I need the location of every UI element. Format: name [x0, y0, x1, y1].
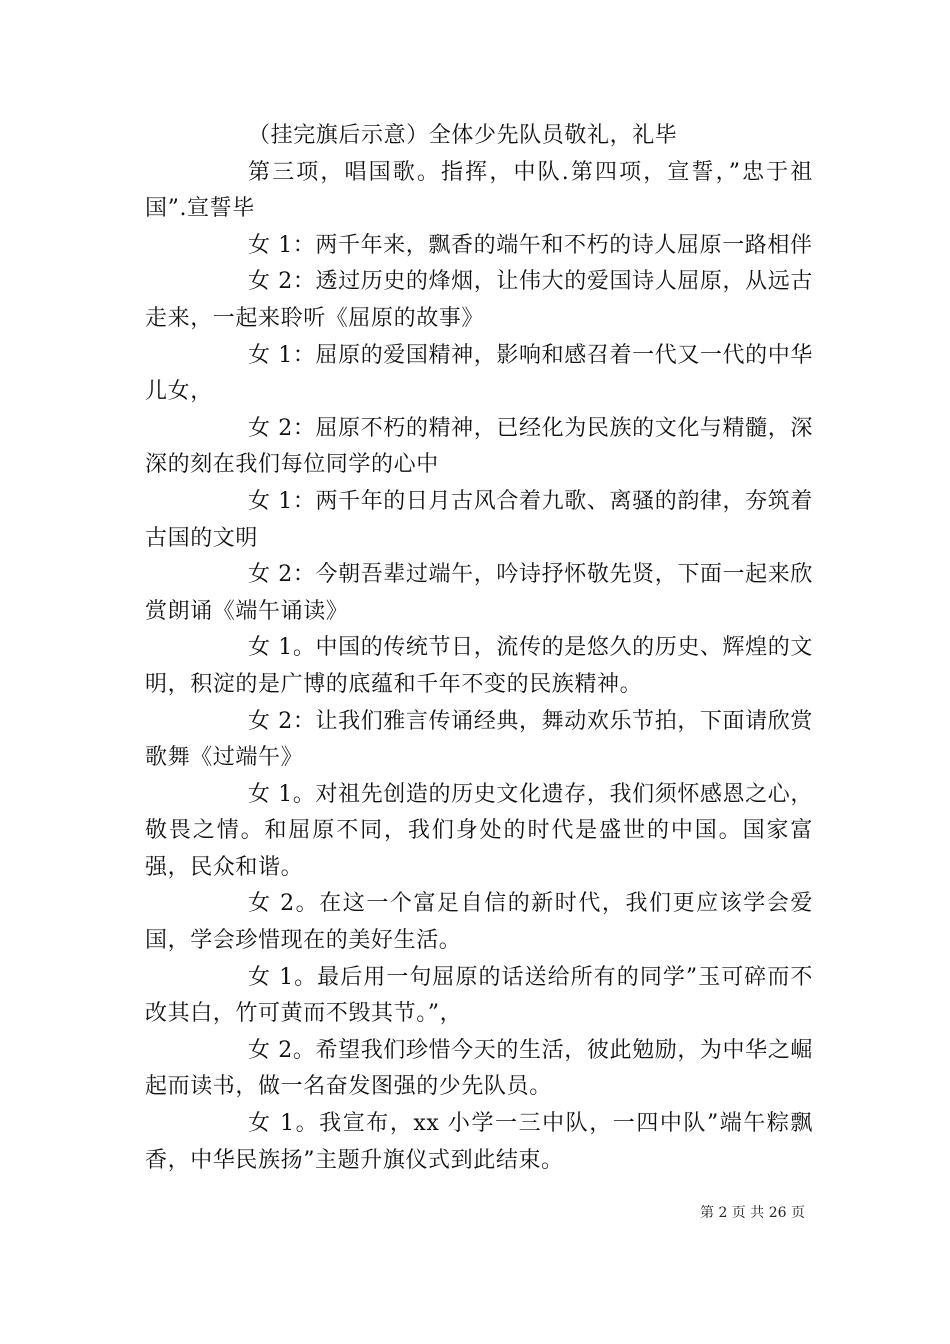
- paragraph: 女 1：两千年的日月古风合着九歌、离骚的韵律，夯筑着古国的文明: [145, 488, 813, 551]
- document-body: [145, 118, 813, 1179]
- paragraph: 女 1。最后用一句屈原的话送给所有的同学”玉可碎而不改其白，竹可黄而不毁其节。”，: [145, 964, 813, 1027]
- paragraph: 女 2：透过历史的烽烟，让伟大的爱国诗人屈原，从远古走来，一起来聆听《屈原的故事》: [145, 269, 813, 331]
- paragraph: 第三项，唱国歌。指挥，中队.第四项，宣誓，”忠于祖国”.宣誓毕: [145, 159, 813, 222]
- paragraph: 女 2：今朝吾辈过端午，吟诗抒怀敬先贤，下面一起来欣赏朗诵《端午诵读》: [145, 562, 813, 624]
- paragraph: 女 2。希望我们珍惜今天的生活，彼此勉励，为中华之崛起而读书，做一名奋发图强的少先队员。: [145, 1037, 813, 1100]
- paragraph: 女 2：让我们雅言传诵经典，舞动欢乐节拍，下面请欣赏歌舞《过端午》: [145, 708, 813, 771]
- page-number-footer: 第 2 页 共 26 页: [700, 1205, 805, 1221]
- paragraph: （挂完旗后示意）全体少先队员敬礼，礼毕: [248, 123, 678, 148]
- paragraph: 女 1：屈原的爱国精神，影响和感召着一代又一代的中华儿女，: [145, 342, 813, 405]
- paragraph: 女 1。对祖先创造的历史文化遗存，我们须怀感恩之心，敬畏之情。和屈原不同，我们身处的时代是盛世的中国。国家富强，民众和谐。: [145, 781, 813, 880]
- paragraph: 女 1。中国的传统节日，流传的是悠久的历史、辉煌的文明，积淀的是广博的底蕴和千年不变的民族精神。: [145, 635, 813, 697]
- paragraph: 女 2。在这一个富足自信的新时代，我们更应该学会爱国，学会珍惜现在的美好生活。: [145, 891, 813, 954]
- paragraph: 女 1：两千年来，飘香的端午和不朽的诗人屈原一路相伴: [248, 232, 813, 258]
- paragraph: 女 2：屈原不朽的精神，已经化为民族的文化与精髓，深深的刻在我们每位同学的心中: [145, 415, 813, 478]
- paragraph: 女 1。我宣布，xx 小学一三中队，一四中队”端午粽飘香，中华民族扬”主题升旗仪式到此结束。: [145, 1111, 813, 1173]
